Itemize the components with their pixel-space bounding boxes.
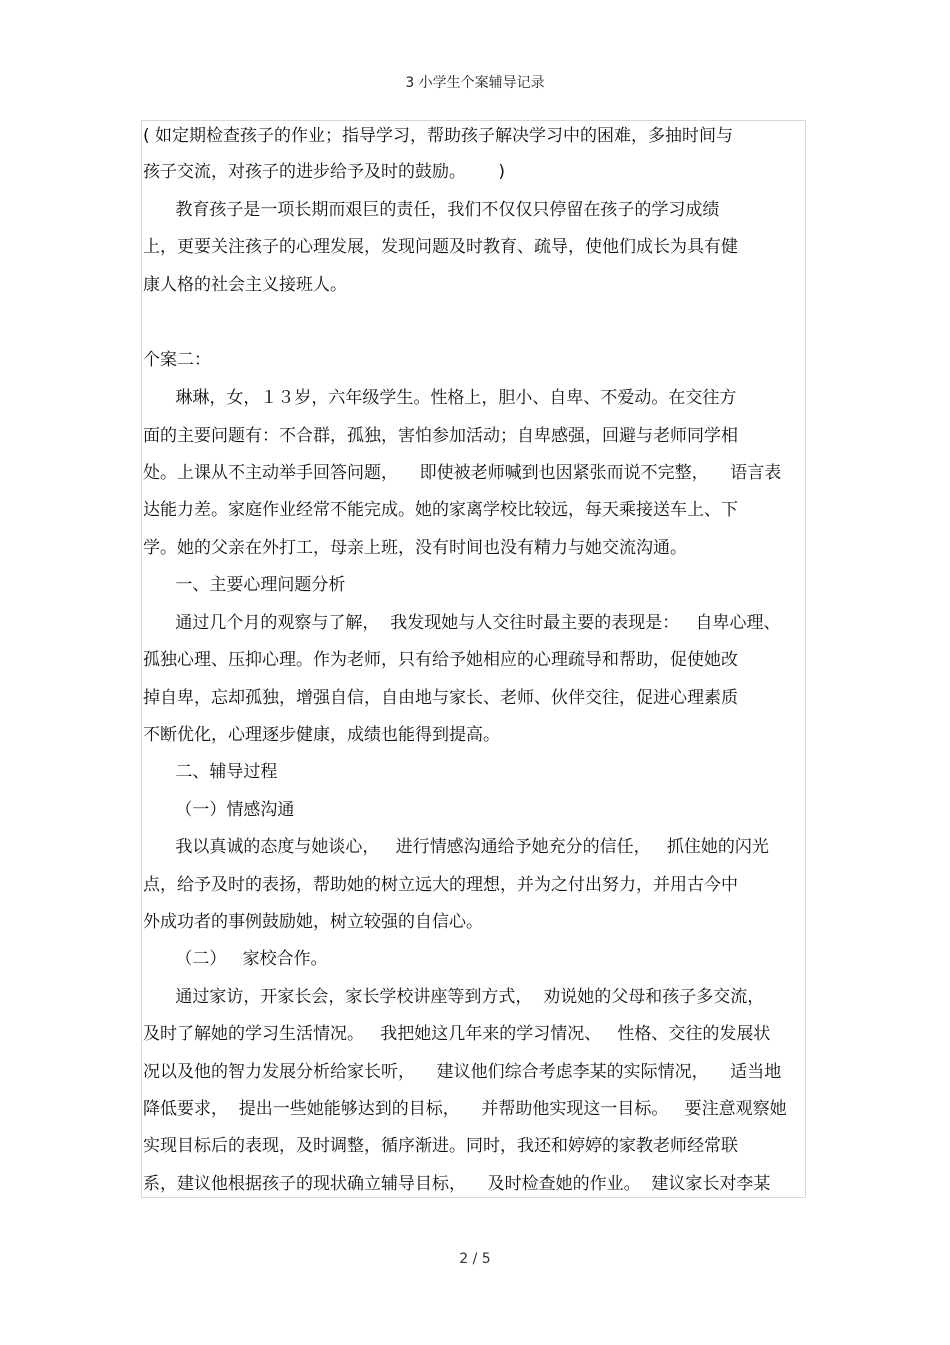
- text-line: 掉自卑，忘却孤独，增强自信，自由地与家长、老师、伙伴交往，促进心理素质: [143, 688, 738, 708]
- subheading: 一、主要心理问题分析: [143, 575, 346, 595]
- text-line: 处。上课从不主动举手回答问题， 即使被老师喊到也因紧张而说不完整， 语言表: [143, 463, 782, 483]
- subheading: （二） 家校合作。: [143, 949, 328, 969]
- text-line: 学。她的父亲在外打工，母亲上班，没有时间也没有精力与她交流沟通。: [143, 538, 687, 558]
- text-line: 系，建议他根据孩子的现状确立辅导目标， 及时检查她的作业。 建议家长对李某: [143, 1174, 771, 1194]
- text-line: 孩子交流，对孩子的进步给予及时的鼓励。 ): [143, 162, 506, 182]
- text-line: ( 如定期检查孩子的作业；指导学习，帮助孩子解决学习中的困难，多抽时间与: [143, 126, 734, 146]
- text-line: 面的主要问题有：不合群，孤独，害怕参加活动；自卑感强，回避与老师同学相: [143, 426, 738, 446]
- text-line: 通过几个月的观察与了解， 我发现她与人交往时最主要的表现是： 自卑心理、: [143, 613, 781, 633]
- text-line: 达能力差。家庭作业经常不能完成。她的家离学校比较远，每天乘接送车上、下: [143, 500, 738, 520]
- text-line: 实现目标后的表现，及时调整，循序渐进。同时，我还和婷婷的家教老师经常联: [143, 1136, 738, 1156]
- text-line: 及时了解她的学习生活情况。 我把她这几年来的学习情况、 性格、交往的发展状: [143, 1024, 771, 1044]
- text-line: 教育孩子是一项长期而艰巨的责任，我们不仅仅只停留在孩子的学习成绩: [143, 200, 720, 220]
- text-line: 况以及他的智力发展分析给家长听， 建议他们综合考虑李某的实际情况， 适当地: [143, 1062, 782, 1082]
- page-header-title: 3 小学生个案辅导记录: [405, 75, 545, 91]
- text-line: 降低要求， 提出一些她能够达到的目标， 并帮助他实现这一目标。 要注意观察她: [143, 1099, 787, 1119]
- text-line: 点，给予及时的表扬，帮助她的树立远大的理想，并为之付出努力，并用古今中: [143, 875, 738, 895]
- text-line: 孤独心理、压抑心理。作为老师，只有给予她相应的心理疏导和帮助，促使她改: [143, 650, 738, 670]
- text-line: 上，更要关注孩子的心理发展，发现问题及时教育、疏导，使他们成长为具有健: [143, 237, 738, 257]
- text-line: 我以真诚的态度与她谈心， 进行情感沟通给予她充分的信任， 抓住她的闪光: [143, 837, 769, 857]
- subheading: （一）情感沟通: [143, 800, 295, 820]
- text-line: 通过家访，开家长会，家长学校讲座等到方式， 劝说她的父母和孩子多交流，: [143, 987, 765, 1007]
- text-line: 康人格的社会主义接班人。: [143, 275, 347, 295]
- text-line: 不断优化，心理逐步健康，成绩也能得到提高。: [143, 725, 500, 745]
- page-number: 2 / 5: [459, 1251, 491, 1267]
- text-line: 琳琳，女，１３岁，六年级学生。性格上，胆小、自卑、不爱动。在交往方: [143, 388, 737, 408]
- text-line: 外成功者的事例鼓励她，树立较强的自信心。: [143, 912, 483, 932]
- subheading: 二、辅导过程: [143, 762, 278, 782]
- section-heading-case-two: 个案二：: [143, 350, 211, 370]
